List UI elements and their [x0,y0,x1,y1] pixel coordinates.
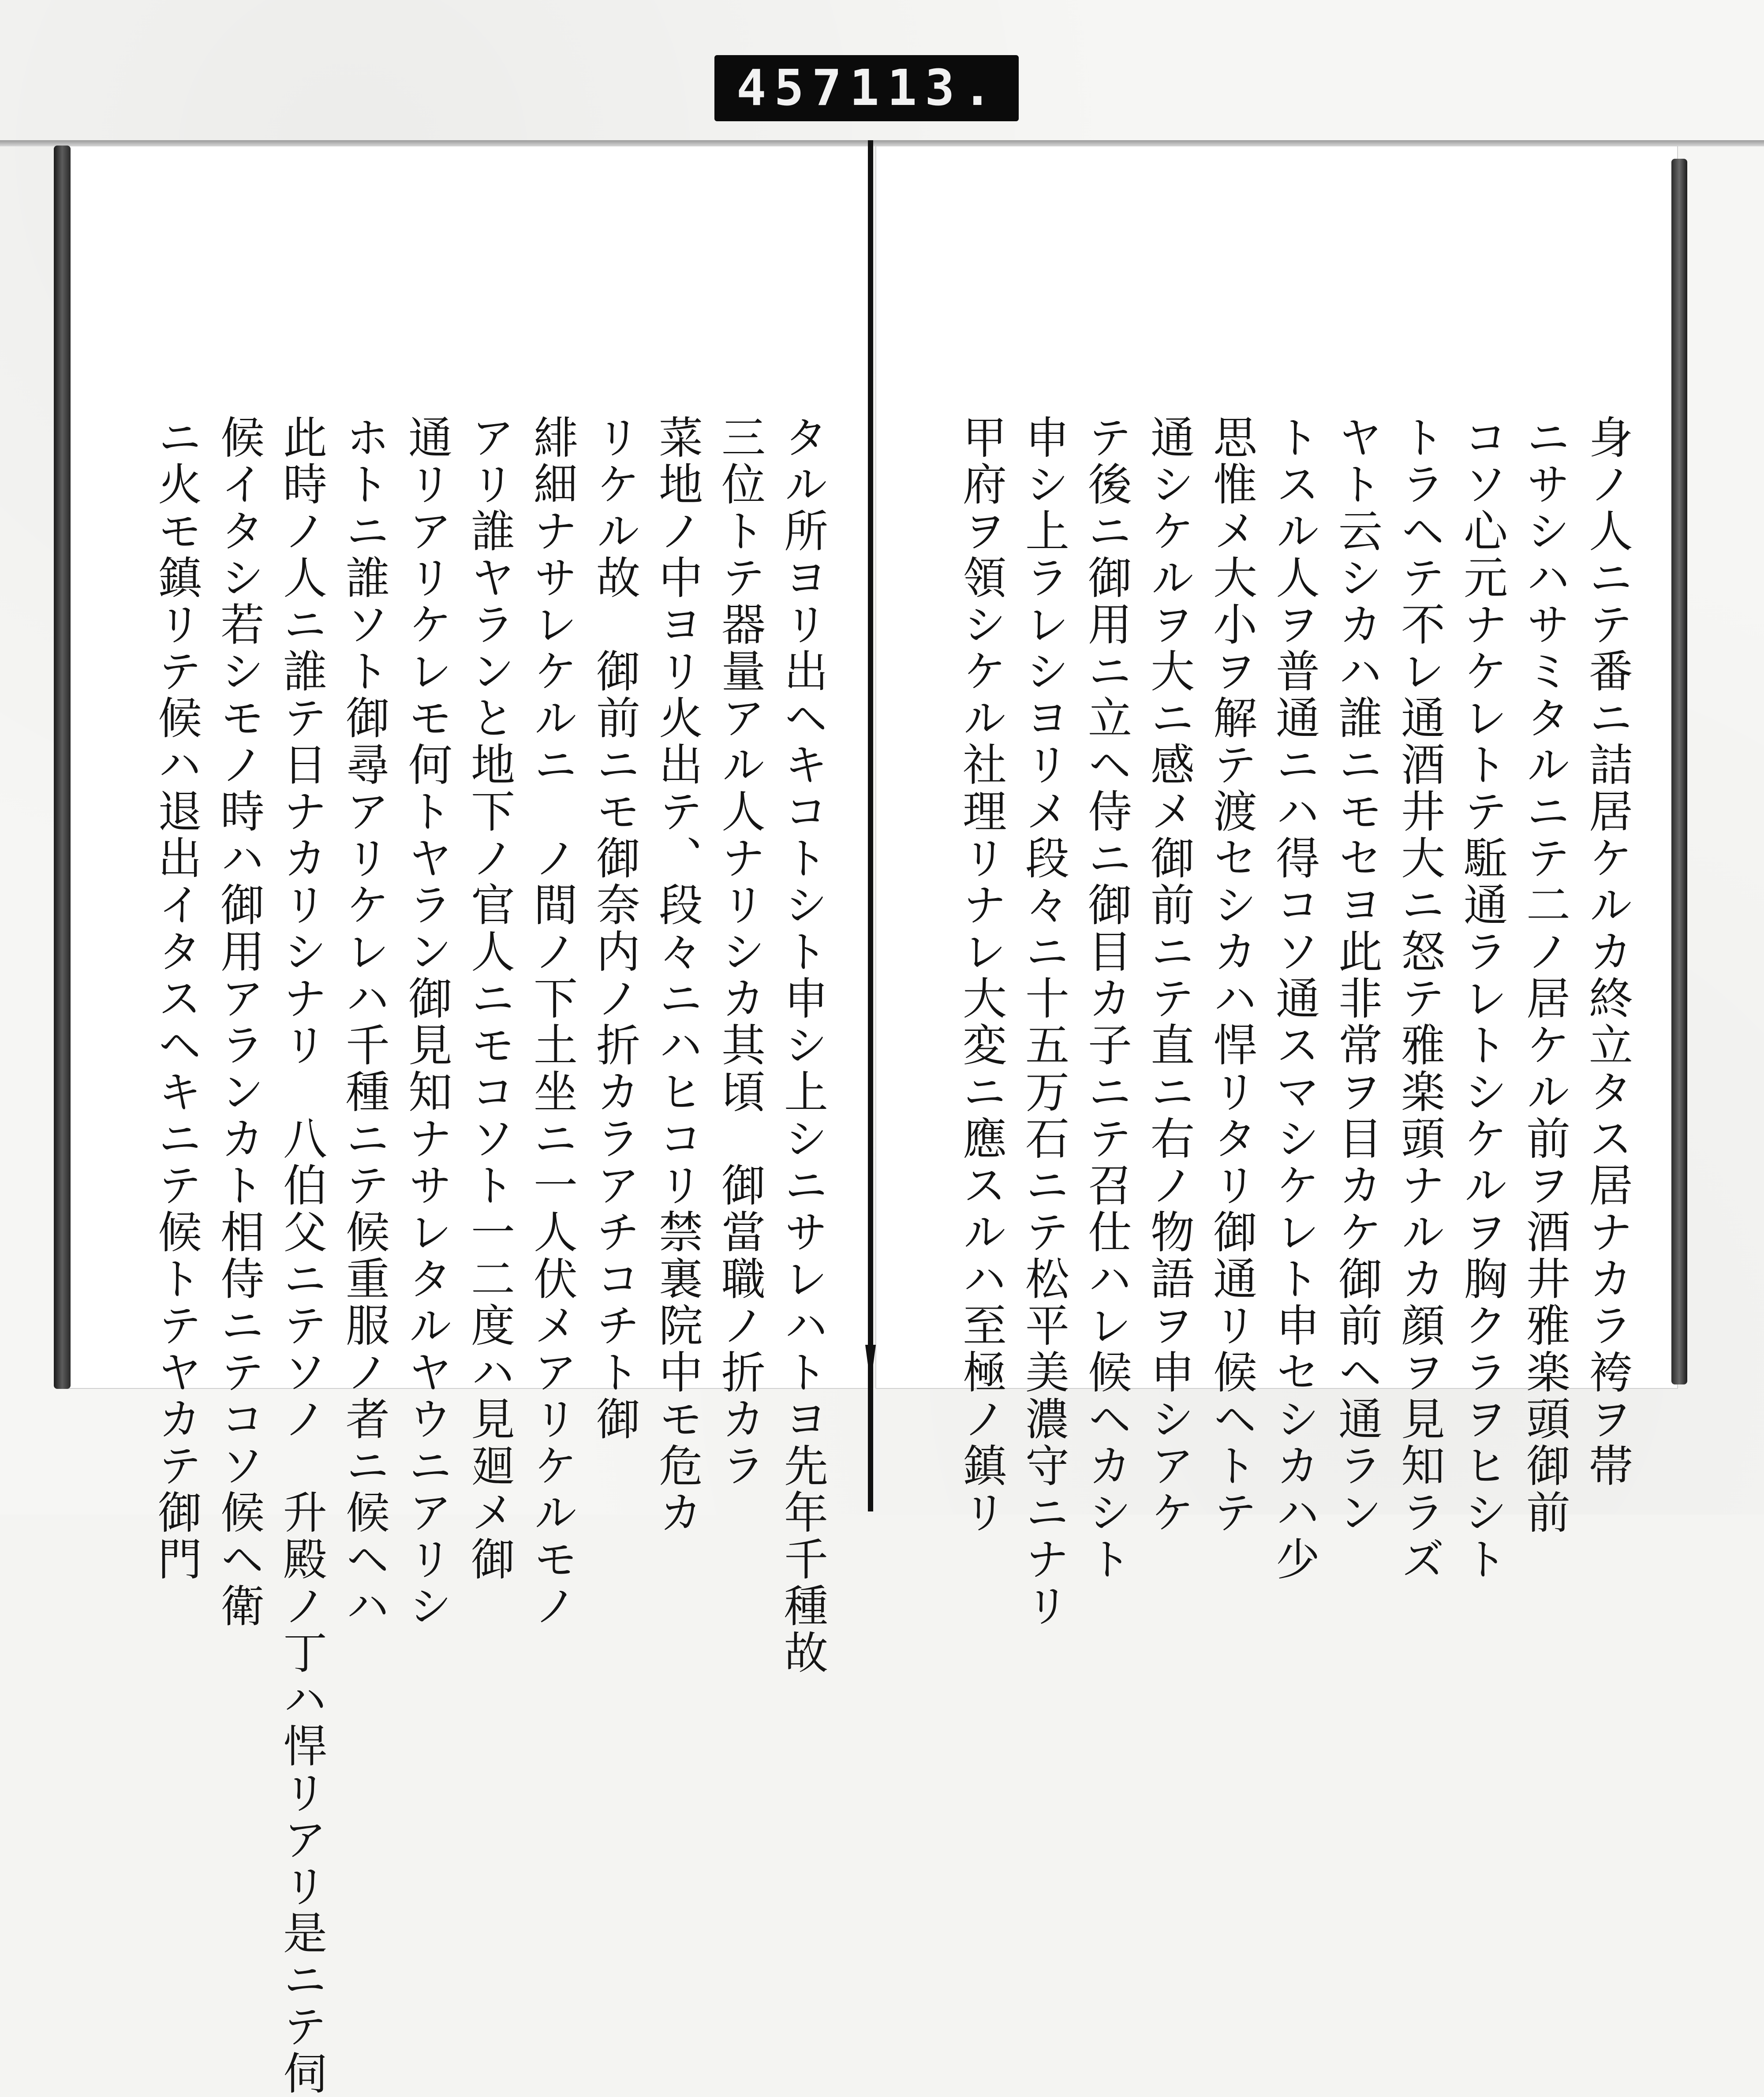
text-column: 申シ上ラレシヨリメ段々ニ十五万石ニテ松平美濃守ニナリ [1018,414,1069,1630]
text-column: 甲府ヲ領シケル社理リナレ大変ニ應スルハ至極ノ鎮リ [955,414,1007,1536]
text-column: ヤト云シカハ誰ニモセヨ此非常ヲ目カケ御前ヘ通ラン [1331,414,1383,1536]
text-column: 通リアリケレモ何トヤラン御見知ナサレタルヤウニアリシ [401,414,452,1630]
text-column: コソ心元ナケレトテ駈通ラレトシケルヲ胸クラヲヒシト [1456,414,1508,1583]
text-column: ニ火モ鎮リテ候ハ退出イタスヘキニテ候トテヤカテ御門 [150,414,202,1583]
left-cover-edge [54,146,71,1389]
text-column: リケル故 御前ニモ御奈内ノ折カラアチコチト御 [589,414,640,1443]
text-column: 身ノ人ニテ番ニ詰居ケルカ終立タス居ナカラ袴ヲ帯 [1581,414,1633,1489]
text-column: アリ誰ヤランと地下ノ官人ニモコソト一二度ハ見廻メ御 [463,414,515,1583]
text-column: 此時ノ人ニ誰テ日ナカリシナリ 八伯父ニテソノ 升殿ノ丁ハ悍リアリ是ニテ伺 [276,414,327,2097]
book-gutter [868,140,873,1511]
right-cover-edge [1671,159,1687,1384]
volume-number: 457 [736,60,850,117]
text-column: 候イタシ若シモノ時ハ御用アランカト相侍ニテコソ候ヘ衛 [213,414,265,1630]
text-column: タル所ヨリ出ヘキコトシト申シ上シニサレハトヨ先年千種故 [777,414,828,1676]
text-column: 通シケルヲ大ニ感メ御前ニテ直ニ右ノ物語ヲ申シアケ [1143,414,1195,1536]
text-column: 菜地ノ中ヨリ火出テ、段々ニハヒコリ禁裏院中モ危カ [651,414,703,1536]
archive-number-label [714,55,1019,121]
text-column: ニサシハサミタルニテ二ノ居ケル前ヲ酒井雅楽頭御前 [1519,414,1570,1536]
text-column: テ後ニ御用ニ立ヘ侍ニ御目カ子ニテ召仕ハレ候ヘカシト [1080,414,1132,1583]
text-column: 緋細ナサレケルニ ノ間ノ下土坐ニ一人伏メアリケルモノ [526,414,578,1630]
text-column: 三位トテ器量アル人ナリシカ其頃 御當職ノ折カラ [714,414,766,1489]
text-column: ホトニ誰ソト御尋アリケレハ千種ニテ候重服ノ者ニ候ヘハ [338,414,390,1630]
left-page-text [110,414,833,2097]
gutter-tip [865,1345,876,1384]
page-number: 113. [849,60,1001,117]
text-column: トスル人ヲ普通ニハ得コソ通スマシケレト申セシカハ少 [1268,414,1320,1583]
text-column: 思惟メ大小ヲ解テ渡セシカハ悍リタリ御通リ候ヘトテ [1206,414,1257,1536]
text-column: トラヘテ不レ通酒井大ニ怒テ雅楽頭ナルカ顔ヲ見知ラズ [1394,414,1445,1583]
right-page-text [915,414,1638,1630]
